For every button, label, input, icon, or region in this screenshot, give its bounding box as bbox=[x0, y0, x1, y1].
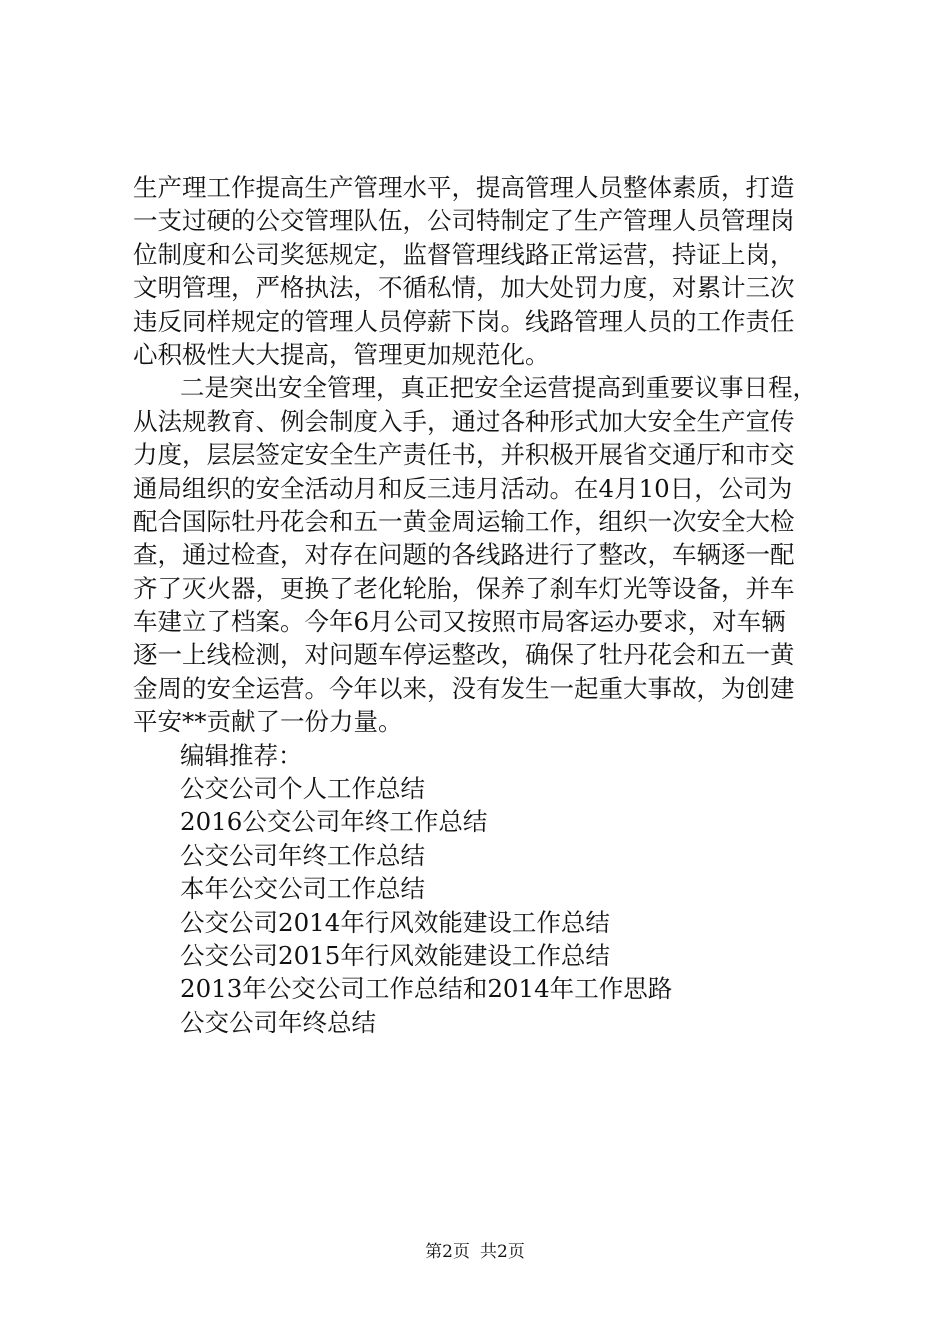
recommend-heading: 编辑推荐： bbox=[180, 740, 303, 770]
page-footer bbox=[0, 1241, 950, 1263]
text-line: 生产理工作提高生产管理水平，提高管理人员整体素质，打造 bbox=[133, 173, 795, 202]
text-line: 齐了灭火器，更换了老化轮胎，保养了刹车灯光等设备，并车 bbox=[133, 573, 795, 603]
text-line: 逐一上线检测，对问题车停运整改，确保了牡丹花会和五一黄 bbox=[133, 640, 795, 670]
paragraph-2 bbox=[133, 371, 853, 738]
text-line: 配合国际牡丹花会和五一黄金周运输工作，组织一次安全大检 bbox=[133, 506, 795, 536]
recommend-link[interactable]: 2013年公交公司工作总结和2014年工作思路 bbox=[180, 974, 673, 1004]
document-body bbox=[133, 171, 853, 1039]
text-line: 从法规教育、例会制度入手，通过各种形式加大安全生产宣传 bbox=[133, 406, 795, 436]
recommend-link[interactable]: 公交公司2014年行风效能建设工作总结 bbox=[180, 907, 610, 937]
text-line: 心积极性大大提高，管理更加规范化。 bbox=[133, 339, 550, 369]
recommend-section bbox=[133, 739, 853, 1040]
recommend-link[interactable]: 本年公交公司工作总结 bbox=[180, 874, 425, 904]
text-line: 文明管理，严格执法，不循私情，加大处罚力度，对累计三次 bbox=[133, 273, 795, 303]
recommend-link[interactable]: 公交公司年终总结 bbox=[180, 1007, 376, 1037]
recommend-link[interactable]: 公交公司个人工作总结 bbox=[180, 774, 425, 804]
text-line: 二是突出安全管理，真正把安全运营提高到重要议事日程， bbox=[180, 373, 817, 403]
recommend-link[interactable]: 公交公司2015年行风效能建设工作总结 bbox=[180, 940, 610, 970]
text-line: 力度，层层签定安全生产责任书，并积极开展省交通厅和市交 bbox=[133, 440, 795, 470]
text-line: 位制度和公司奖惩规定，监督管理线路正常运营，持证上岗， bbox=[133, 239, 795, 269]
text-line: 金周的安全运营。今年以来，没有发生一起重大事故，为创建 bbox=[133, 673, 795, 703]
page-number: 第2页 bbox=[425, 1242, 470, 1262]
text-line: 违反同样规定的管理人员停薪下岗。线路管理人员的工作责任 bbox=[133, 306, 795, 336]
text-line: 查，通过检查，对存在问题的各线路进行了整改，车辆逐一配 bbox=[133, 540, 795, 570]
page-total: 共2页 bbox=[480, 1242, 525, 1262]
text-line: 通局组织的安全活动月和反三违月活动。在4月10日，公司为 bbox=[133, 473, 793, 503]
text-line: 车建立了档案。今年6月公司又按照市局客运办要求，对车辆 bbox=[133, 607, 786, 637]
text-line: 一支过硬的公交管理队伍，公司特制定了生产管理人员管理岗 bbox=[133, 206, 795, 236]
recommend-link[interactable]: 公交公司年终工作总结 bbox=[180, 840, 425, 870]
recommend-link[interactable]: 2016公交公司年终工作总结 bbox=[180, 807, 488, 837]
paragraph-1 bbox=[133, 171, 853, 371]
text-line: 平安**贡献了一份力量。 bbox=[133, 707, 403, 737]
